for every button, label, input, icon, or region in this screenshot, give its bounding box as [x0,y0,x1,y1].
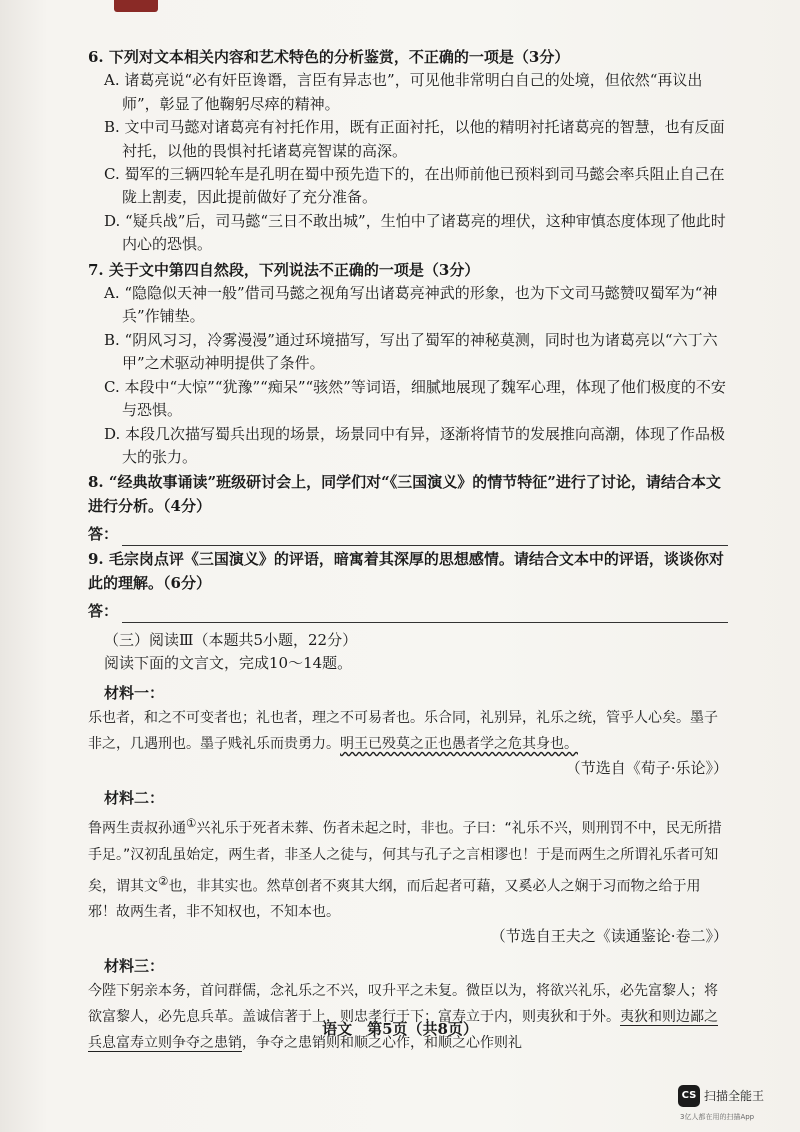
q9-answer-area[interactable] [88,595,728,623]
material-2-source: （节选自王夫之《读通鉴论·卷二》） [490,927,728,946]
q7-option-a: A. “隐隐似天神一般”借司马懿之视角写出诸葛亮神武的形象，也为下文司马懿赞叹蜀军为“神兵”作铺垫。 [104,284,718,326]
material-3-plain: 今陛下躬亲本务，首问群儒，念礼乐之不兴，叹升平之未复。微臣以为，将欲兴礼乐，必先富黎人；将欲富黎人，必先息兵革。盖诚信著于上，则忠孝行于下；富寿立于内，则夷狄和于外。 [88,983,718,1026]
material-2-text [88,810,728,925]
section-3-instruction: 阅读下面的文言文，完成10～14题。 [104,654,353,673]
q8-answer-line[interactable] [122,529,728,546]
q8-answer-area[interactable] [88,518,728,546]
material-1-plain: 乐也者，和之不可变者也；礼也者，理之不可易者也。乐合同，礼别异，礼乐之统，管乎人心矣。墨子非之，几遇刑也。墨子贱礼乐而贵勇力。 [88,710,718,753]
q7-option-c: C. 本段中“大惊”“犹豫”“痴呆”“骇然”等词语，细腻地展现了魏军心理，体现了他们极度的不安与恐惧。 [104,377,726,420]
q6-option-c: C. 蜀军的三辆四轮车是孔明在蜀中预先造下的，在出师前他已预料到司马懿会率兵阻止自己在陇上割麦，因此提前做好了充分准备。 [104,165,725,207]
q6-option-a: A. 诸葛亮说“必有奸臣谗谮，言臣有异志也”，可见他非常明白自己的处境，但依然“再议出师”，彰显了他鞠躬尽瘁的精神。 [104,71,703,113]
section-3-heading: （三）阅读Ⅲ（本题共5小题，22分） [104,630,358,649]
material-2-part2: 兴礼乐于死者未葬、伤者未起之时，非也。子曰：“礼乐不兴，则刑罚不中，民无所措手足。”汉初乱虽始定，两生者，非圣人之徒与，何其与孔子之言相谬也！于是而两生之所谓礼乐者可知矣，谓其文 [88,820,722,895]
material-3-underlined: 夷狄和则边鄙之兵息富寿立则争夺之患销 [88,1009,718,1052]
material-2-part3: 也，非其实也。然草创者不爽其大纲，而后起者可藉，又奚必人之娴于习而物之给于用邪！故两生者，非不知权也，不知本也。 [88,878,701,921]
watermark-tagline: 3亿人都在用的扫描App [680,1113,755,1121]
material-1-label: 材料一： [104,683,165,702]
material-1-marked: 明王已殁莫之正也愚者学之危其身也。 [340,736,578,753]
q8-answer-label: 答： [88,524,119,543]
camscanner-logo-icon: CS [678,1085,700,1107]
question-9-stem: 9. 毛宗岗点评《三国演义》的评语，暗寓着其深厚的思想感情。请结合文本中的评语，谈谈你对此的理解。（6分） [88,550,724,592]
red-tab-mark [114,0,158,12]
scanner-watermark [678,1085,800,1131]
q7-option-d: D. 本段几次描写蜀兵出现的场景，场景同中有异，逐渐将情节的发展推向高潮，体现了作品极大的张力。 [104,424,726,466]
q9-answer-line[interactable] [122,606,728,623]
content [88,44,728,1056]
q7-option-b: B. “阴风习习，冷雾漫漫”通过环境描写，写出了蜀军的神秘莫测，同时也为诸葛亮以“六丁六甲”之术驱动神明提供了条件。 [104,330,718,373]
material-3-tail: ，争夺之患销则和顺之心作，和顺之心作则礼 [242,1035,522,1052]
q6-option-b: B. 文中司马懿对诸葛亮有衬托作用，既有正面衬托，以他的精明衬托诸葛亮的智慧，也有反面衬托，以他的畏惧衬托诸葛亮智谋的高深。 [104,118,725,160]
question-6-stem: 6. 下列对文本相关内容和艺术特色的分析鉴赏，不正确的一项是（3分） [88,48,570,66]
footnote-2-marker: ② [158,873,169,888]
q9-answer-label: 答： [88,601,119,620]
watermark-name: 扫描全能王 [704,1089,765,1103]
material-1-text [88,705,728,757]
material-2-part1: 鲁两生责叔孙通 [88,820,186,837]
material-1-source: （节选自《荀子·乐论》） [565,759,728,778]
q6-option-d: D. “疑兵战”后，司马懿“三日不敢出城”，生怕中了诸葛亮的埋伏，这种审慎态度体现了他此时内心的恐惧。 [104,211,726,254]
material-3-label: 材料三： [104,956,165,975]
page-footer: 语文 第5页（共8页） [322,1020,478,1038]
question-7-stem: 7. 关于文中第四自然段，下列说法不正确的一项是（3分） [88,260,480,279]
question-8-stem: 8. “经典故事诵读”班级研讨会上，同学们对“《三国演义》的情节特征”进行了讨论，请结合本文进行分析。（4分） [88,473,721,515]
material-2-label: 材料二： [104,788,165,807]
footnote-1-marker: ① [186,815,197,830]
